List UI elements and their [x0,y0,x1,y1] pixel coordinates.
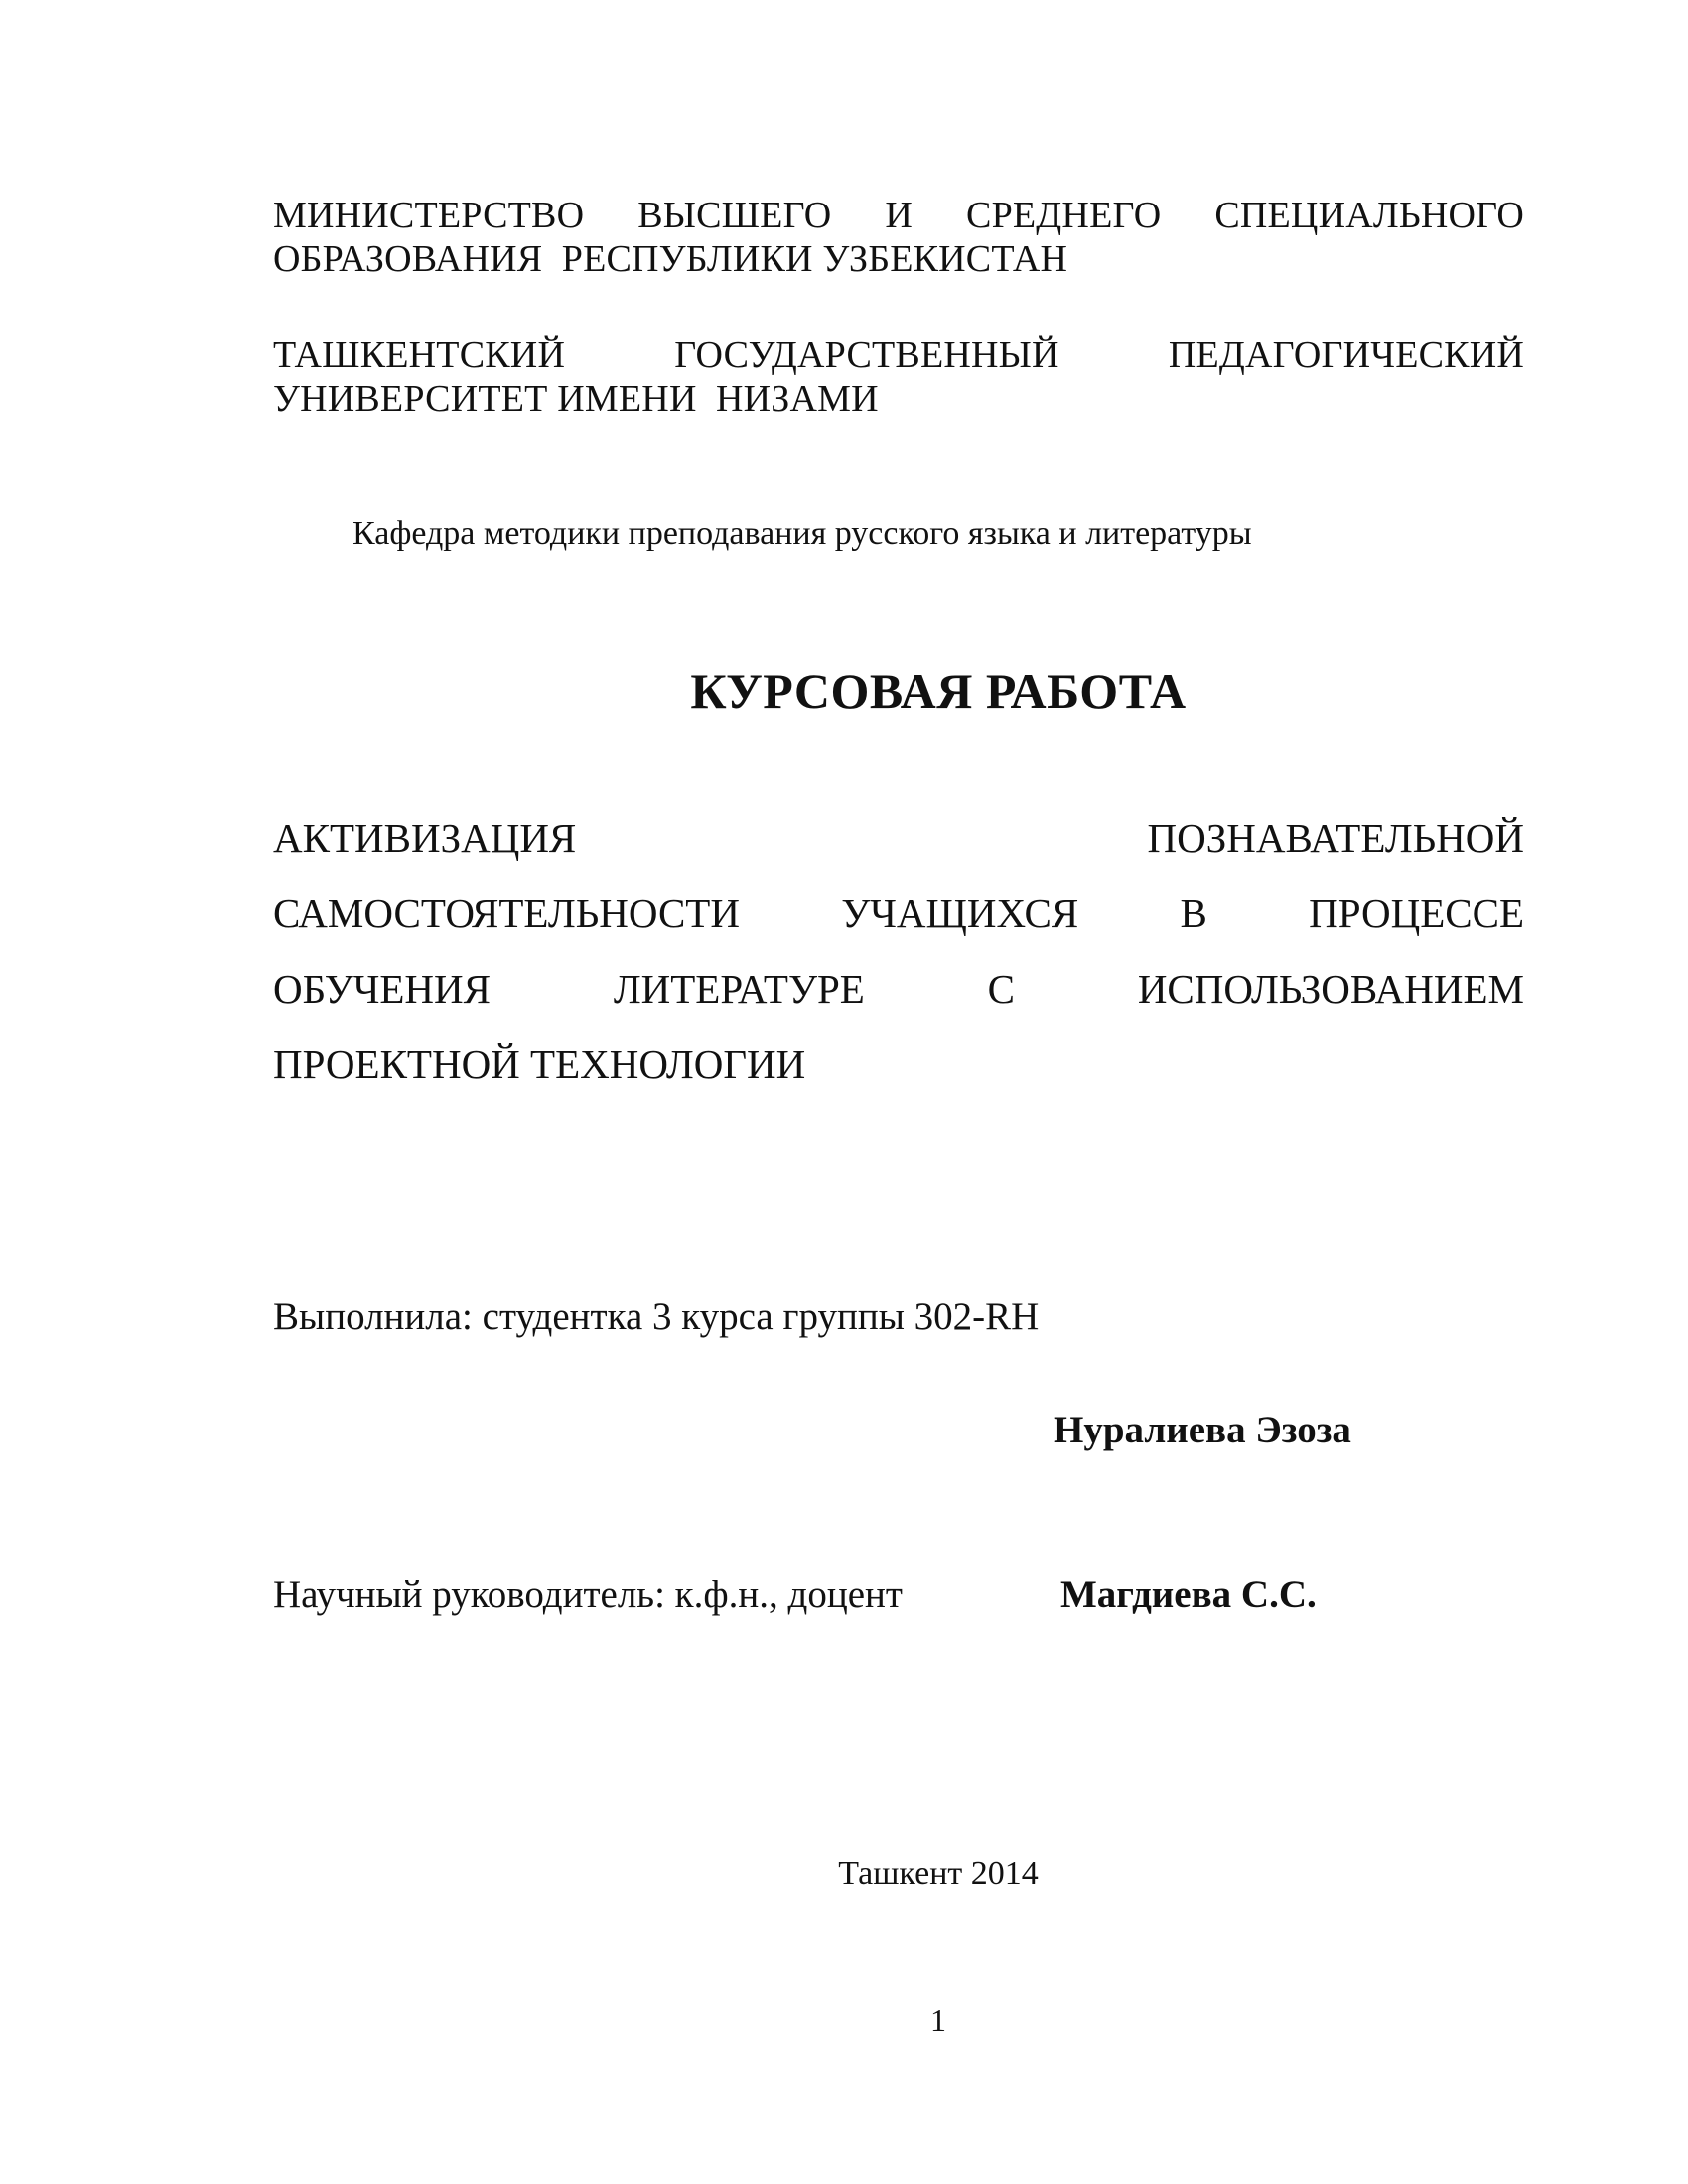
university-heading [273,334,1524,421]
student-name: Нуралиева Эзоза [1054,1409,1351,1451]
ministry-heading [273,194,1524,281]
university-line-2: УНИВЕРСИТЕТ ИМЕНИ НИЗАМИ [273,378,879,420]
performer-line: Выполнила: студентка 3 курса группы 302-RH [273,1296,1040,1338]
topic-title [273,800,1524,1102]
supervisor-label: Научный руководитель: к.ф.н., доцент [273,1573,903,1616]
topic-line-2: САМОСТОЯТЕЛЬНОСТИ УЧАЩИХСЯ В ПРОЦЕССЕ [273,890,1524,936]
work-type-title: КУРСОВАЯ РАБОТА [690,663,1187,719]
topic-line-4: ПРОЕКТНОЙ ТЕХНОЛОГИИ [273,1041,806,1087]
page-number: 1 [930,2002,946,2038]
ministry-line-2: ОБРАЗОВАНИЯ РЕСПУБЛИКИ УЗБЕКИСТАН [273,238,1068,280]
topic-line-1: АКТИВИЗАЦИЯ ПОЗНАВАТЕЛЬНОЙ [273,815,1524,861]
topic-line-3: ОБУЧЕНИЯ ЛИТЕРАТУРЕ С ИСПОЛЬЗОВАНИЕМ [273,966,1524,1012]
city-year: Ташкент 2014 [838,1855,1039,1892]
supervisor-name: Магдиева С.С. [1060,1573,1317,1616]
ministry-line-1: МИНИСТЕРСТВО ВЫСШЕГО И СРЕДНЕГО СПЕЦИАЛЬНОГО [273,195,1524,236]
department-name: Кафедра методики преподавания русского языка и литературы [352,515,1252,552]
university-line-1: ТАШКЕНТСКИЙ ГОСУДАРСТВЕННЫЙ ПЕДАГОГИЧЕСКИЙ [273,335,1524,376]
